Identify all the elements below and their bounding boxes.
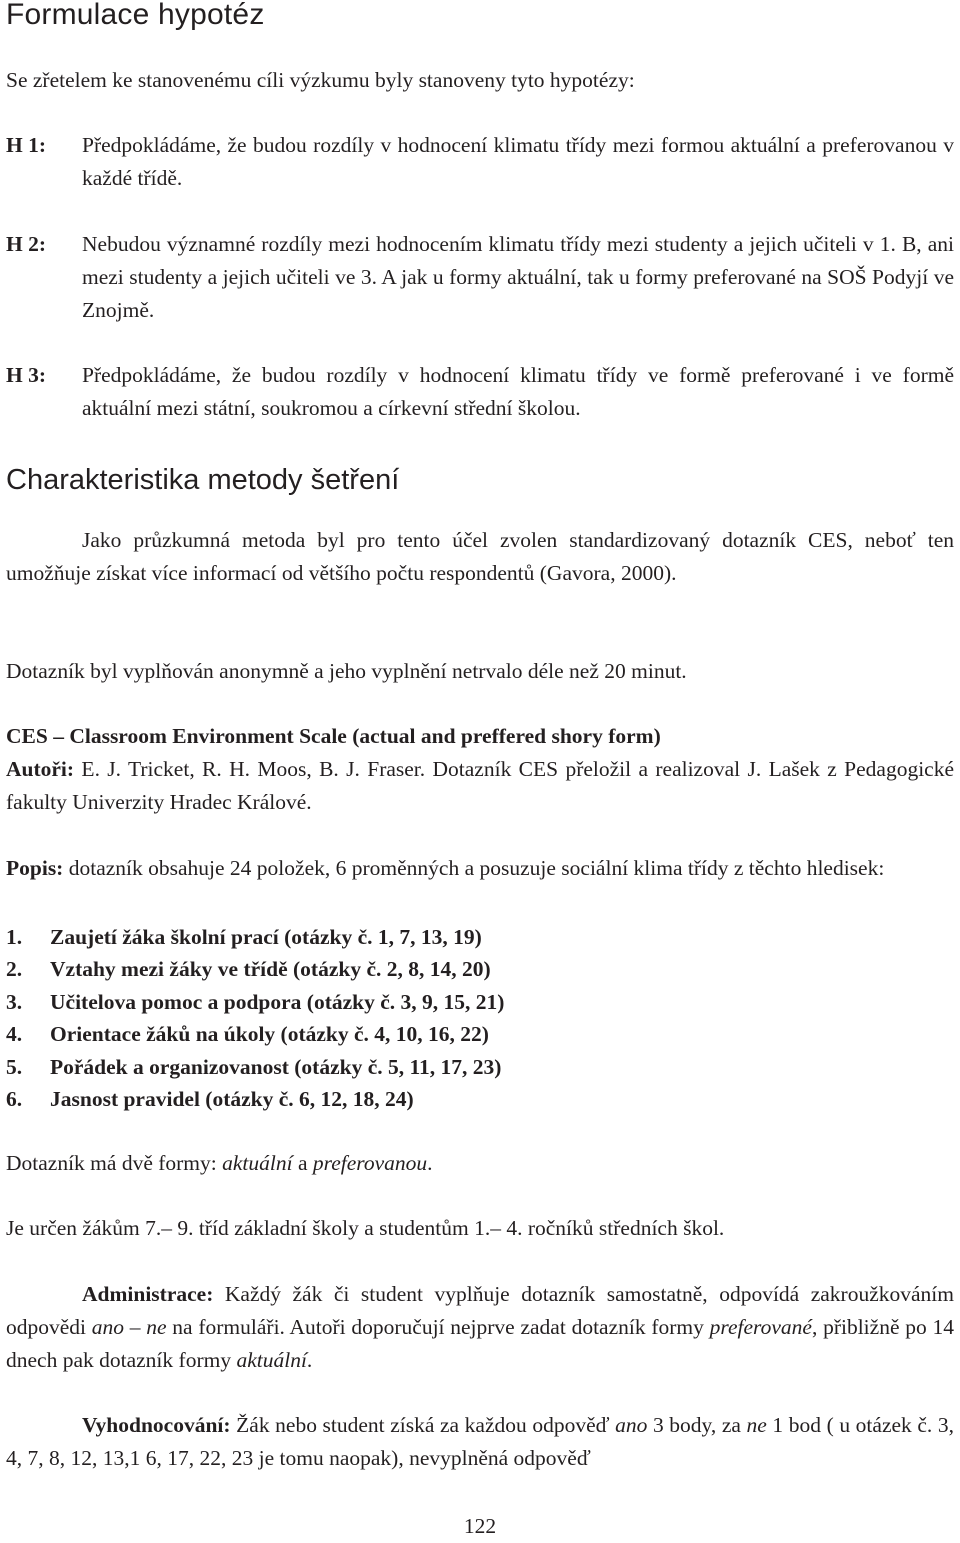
list-item bbox=[6, 1018, 504, 1050]
list-item-text: Pořádek a organizovanost (otázky č. 5, 11, 17, 23) bbox=[50, 1054, 502, 1079]
ces-heading-text: CES – Classroom Environment Scale (actual and preffered shory form) bbox=[6, 724, 661, 748]
section-title: Charakteristika metody šetření bbox=[6, 464, 400, 496]
answer-yes: ano bbox=[615, 1413, 648, 1437]
forms-conjunction: a bbox=[292, 1151, 313, 1175]
hypothesis-label: H 3: bbox=[6, 363, 47, 387]
forms-end: . bbox=[427, 1151, 433, 1175]
method-paragraph: Jako průzkumná metoda byl pro tento účel zvolen standardizovaný dotazník CES, neboť ten umožňuje získat více informací od většího počtu respondentů (Gavora, 2000). bbox=[6, 528, 954, 585]
list-item-number: 2. bbox=[6, 957, 23, 982]
target-paragraph: Je určen žákům 7.– 9. tříd základní školy a studentům 1.– 4. ročníků středních škol. bbox=[6, 1216, 725, 1240]
forms-text: Dotazník má dvě formy: bbox=[6, 1151, 223, 1175]
form-preferred: preferované bbox=[709, 1315, 812, 1339]
hypothesis-text: Předpokládáme, že budou rozdíly v hodnocení klimatu třídy mezi formou aktuální a preferovanou v každé třídě. bbox=[82, 133, 954, 190]
authors-paragraph bbox=[6, 753, 954, 819]
administration-text: na formuláři. Autoři doporučují nejprve zadat dotazník formy bbox=[166, 1315, 710, 1339]
evaluation-text: 3 body, za bbox=[647, 1413, 747, 1437]
forms-paragraph bbox=[6, 1147, 954, 1180]
administration-text: Každý žák či student vyplňuje dotazník samostatně, odpovídá zakroužkováním odpovědi bbox=[6, 1282, 954, 1339]
evaluation-text: Žák nebo student získá za každou odpověď bbox=[230, 1413, 616, 1437]
list-item bbox=[6, 986, 504, 1018]
list-item-number: 3. bbox=[6, 989, 23, 1014]
administration-label: Administrace: bbox=[82, 1282, 214, 1306]
intro-text: Se zřetelem ke stanovenému cíli výzkumu byly stanoveny tyto hypotézy: bbox=[6, 68, 635, 92]
list-item bbox=[6, 1083, 504, 1115]
administration-paragraph bbox=[6, 1278, 954, 1377]
hypothesis-label: H 1: bbox=[6, 133, 47, 157]
form-actual: aktuální bbox=[236, 1348, 307, 1372]
authors-text: E. J. Tricket, R. H. Moos, B. J. Fraser. Dotazník CES přeložil a realizoval J. Lašek z Pedagogické fakulty Univerzity Hradec Králové. bbox=[6, 757, 954, 814]
list-item-number: 5. bbox=[6, 1054, 23, 1079]
form-preferred: preferovanou bbox=[312, 1151, 428, 1175]
evaluation-paragraph bbox=[6, 1409, 954, 1475]
description-label: Popis: bbox=[6, 856, 64, 880]
anonymity-paragraph: Dotazník byl vyplňován anonymně a jeho vyplnění netrvalo déle než 20 minut. bbox=[6, 659, 687, 683]
description-text: dotazník obsahuje 24 položek, 6 proměnných a posuzuje sociální klima třídy z těchto hledisek: bbox=[63, 856, 885, 880]
list-item-text: Orientace žáků na úkoly (otázky č. 4, 10, 16, 22) bbox=[50, 1022, 489, 1047]
ces-heading bbox=[6, 720, 954, 753]
list-item-text: Zaujetí žáka školní prací (otázky č. 1, 7, 13, 19) bbox=[50, 925, 482, 949]
list-item-number: 4. bbox=[6, 1022, 23, 1047]
evaluation-label: Vyhodnocování: bbox=[82, 1413, 231, 1437]
form-actual: aktuální bbox=[222, 1151, 293, 1175]
administration-text: , přibližně po 14 dnech pak dotazník formy bbox=[6, 1315, 954, 1372]
list-item bbox=[6, 953, 504, 985]
answer-options: ano – ne bbox=[91, 1315, 167, 1339]
list-item-text: Jasnost pravidel (otázky č. 6, 12, 18, 24) bbox=[50, 1087, 414, 1112]
answer-no: ne bbox=[746, 1413, 767, 1437]
list-item-text: Vztahy mezi žáky ve třídě (otázky č. 2, 8, 14, 20) bbox=[50, 957, 491, 982]
authors-label: Autoři: bbox=[6, 757, 75, 781]
hypothesis-text: Předpokládáme, že budou rozdíly v hodnocení klimatu třídy ve formě preferované i ve formě aktuální mezi státní, soukromou a církevní střední školou. bbox=[82, 363, 954, 420]
page-number: 122 bbox=[463, 1514, 497, 1538]
evaluation-text: 1 bod ( u otázek č. 3, 4, 7, 8, 12, 13,1 6, 17, 22, 23 je tomu naopak), nevyplněná odpověď bbox=[6, 1413, 954, 1470]
list-item-number: 1. bbox=[6, 925, 23, 949]
administration-text: . bbox=[306, 1348, 313, 1372]
list-item bbox=[6, 921, 504, 953]
list-item-text: Učitelova pomoc a podpora (otázky č. 3, 9, 15, 21) bbox=[50, 989, 505, 1014]
list-item bbox=[6, 1051, 504, 1083]
factor-list bbox=[6, 921, 504, 1115]
hypothesis-text: Nebudou významné rozdíly mezi hodnocením klimatu třídy mezi studenty a jejich učiteli v 1. B, ani mezi studenty a jejich učiteli ve 3. A jak u formy aktuální, tak u formy preferované na SOŠ Podyjí ve Znojmě. bbox=[82, 232, 954, 322]
list-item-number: 6. bbox=[6, 1087, 23, 1112]
page-title: Formulace hypotéz bbox=[6, 0, 265, 31]
hypothesis-label: H 2: bbox=[6, 232, 47, 256]
description-paragraph bbox=[6, 852, 954, 885]
